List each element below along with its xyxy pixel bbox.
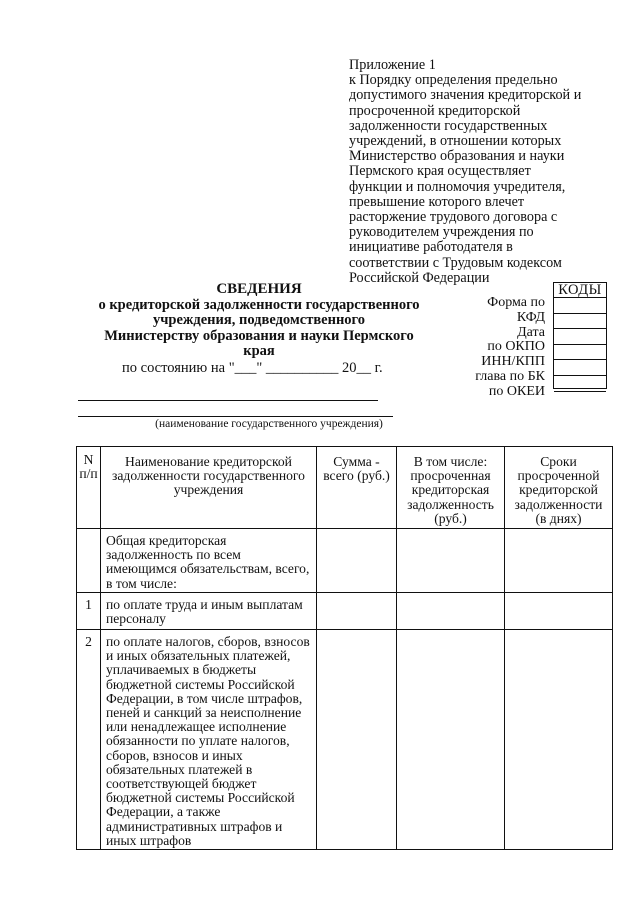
codes-labels bbox=[440, 296, 545, 400]
row-debt-name: Общая кредиторская задолженность по всем имеющимся обязательствам, всего, в том числе: bbox=[101, 529, 317, 593]
code-label: Дата bbox=[517, 324, 545, 340]
appendix-line: превышение которого влечет bbox=[349, 193, 525, 210]
appendix-line: задолженности государственных bbox=[349, 117, 548, 134]
debt-table bbox=[76, 446, 613, 850]
cell-overdue-terms[interactable] bbox=[505, 529, 613, 593]
report-date-line: по состоянию на "___" __________ 20__ г. bbox=[122, 360, 383, 376]
header-number: N п/п bbox=[77, 447, 101, 529]
row-number bbox=[77, 529, 101, 593]
document-subtitle-line: учреждения, подведомственного bbox=[152, 312, 366, 329]
document-heading bbox=[78, 282, 440, 360]
appendix-line: руководителем учреждения по bbox=[349, 224, 534, 241]
row-debt-name: по оплате налогов, сборов, взносов и иных обязательных платежей, уплачиваемых в бюджеты бюджетной системы Российской Федерации, в том числе штрафов, пеней и санкций за неисполнение или ненадлежащее исполнение обязанности по уплате налогов, сборов, взносов и иных обязательных платежей в соответствующей бюджет бюджетной системы Российской Федерации, а также административных штрафов и иных штрафов bbox=[101, 630, 317, 850]
code-label: по ОКЕИ bbox=[488, 383, 545, 399]
code-cell-form[interactable] bbox=[554, 298, 606, 314]
code-cell-date[interactable] bbox=[554, 329, 606, 345]
header-debt-name: Наименование кредиторской задолженности государственного учреждения bbox=[101, 447, 317, 529]
appendix-line: к Порядку определения предельно bbox=[349, 72, 558, 89]
code-cell-okei[interactable] bbox=[554, 392, 606, 407]
code-cell-bk[interactable] bbox=[554, 376, 606, 392]
cell-overdue-terms[interactable] bbox=[505, 593, 613, 630]
row-debt-name: по оплате труда и иным выплатам персоналу bbox=[101, 593, 317, 630]
code-label: КФД bbox=[516, 309, 545, 325]
code-label: Форма по bbox=[487, 295, 545, 310]
document-subtitle-line: края bbox=[243, 343, 275, 360]
cell-overdue-debt[interactable] bbox=[397, 529, 505, 593]
code-label: глава по БК bbox=[475, 368, 545, 384]
appendix-line: Российской Федерации bbox=[349, 269, 490, 286]
header-overdue-terms: Сроки просроченной кредиторской задолженности (в днях) bbox=[505, 447, 613, 529]
header-overdue-debt: В том числе: просроченная кредиторская задолженность (руб.) bbox=[397, 447, 505, 529]
code-label: по ОКПО bbox=[487, 339, 545, 355]
institution-name-line bbox=[78, 400, 378, 401]
code-cell-inn-kpp[interactable] bbox=[554, 360, 606, 376]
table-row bbox=[77, 529, 613, 593]
table-row bbox=[77, 630, 613, 850]
table-header-row bbox=[77, 447, 613, 529]
cell-total-sum[interactable] bbox=[317, 593, 397, 630]
cell-overdue-terms[interactable] bbox=[505, 630, 613, 850]
institution-name-line bbox=[78, 416, 393, 417]
appendix-line: соответствии с Трудовым кодексом bbox=[349, 254, 562, 271]
cell-total-sum[interactable] bbox=[317, 630, 397, 850]
appendix-line: Приложение 1 bbox=[349, 57, 436, 73]
header-total-sum: Сумма - всего (руб.) bbox=[317, 447, 397, 529]
appendix-block bbox=[349, 58, 611, 286]
appendix-line: Министерство образования и науки bbox=[349, 148, 565, 165]
appendix-line: инициативе работодателя в bbox=[349, 239, 513, 256]
row-number: 1 bbox=[77, 593, 101, 630]
document-title: СВЕДЕНИЯ bbox=[216, 281, 302, 297]
appendix-line: просроченной кредиторской bbox=[349, 102, 521, 119]
cell-overdue-debt[interactable] bbox=[397, 630, 505, 850]
document-subtitle-line: о кредиторской задолженности государственного bbox=[98, 296, 420, 313]
code-cell-kfd[interactable] bbox=[554, 314, 606, 330]
appendix-line: расторжение трудового договора с bbox=[349, 209, 558, 226]
institution-caption: (наименование государственного учреждения) bbox=[155, 418, 383, 430]
table-row bbox=[77, 593, 613, 630]
cell-overdue-debt[interactable] bbox=[397, 593, 505, 630]
row-number: 2 bbox=[77, 630, 101, 850]
appendix-line: функции и полномочия учредителя, bbox=[349, 178, 566, 195]
cell-total-sum[interactable] bbox=[317, 529, 397, 593]
appendix-line: допустимого значения кредиторской и bbox=[349, 87, 582, 104]
code-cell-okpo[interactable] bbox=[554, 345, 606, 361]
codes-header: КОДЫ bbox=[554, 283, 606, 298]
codes-box bbox=[553, 282, 607, 389]
document-subtitle-line: Министерству образования и науки Пермского bbox=[104, 327, 414, 344]
code-label: ИНН/КПП bbox=[481, 354, 545, 370]
appendix-line: учреждений, в отношении которых bbox=[349, 133, 562, 150]
appendix-line: Пермского края осуществляет bbox=[349, 163, 531, 180]
